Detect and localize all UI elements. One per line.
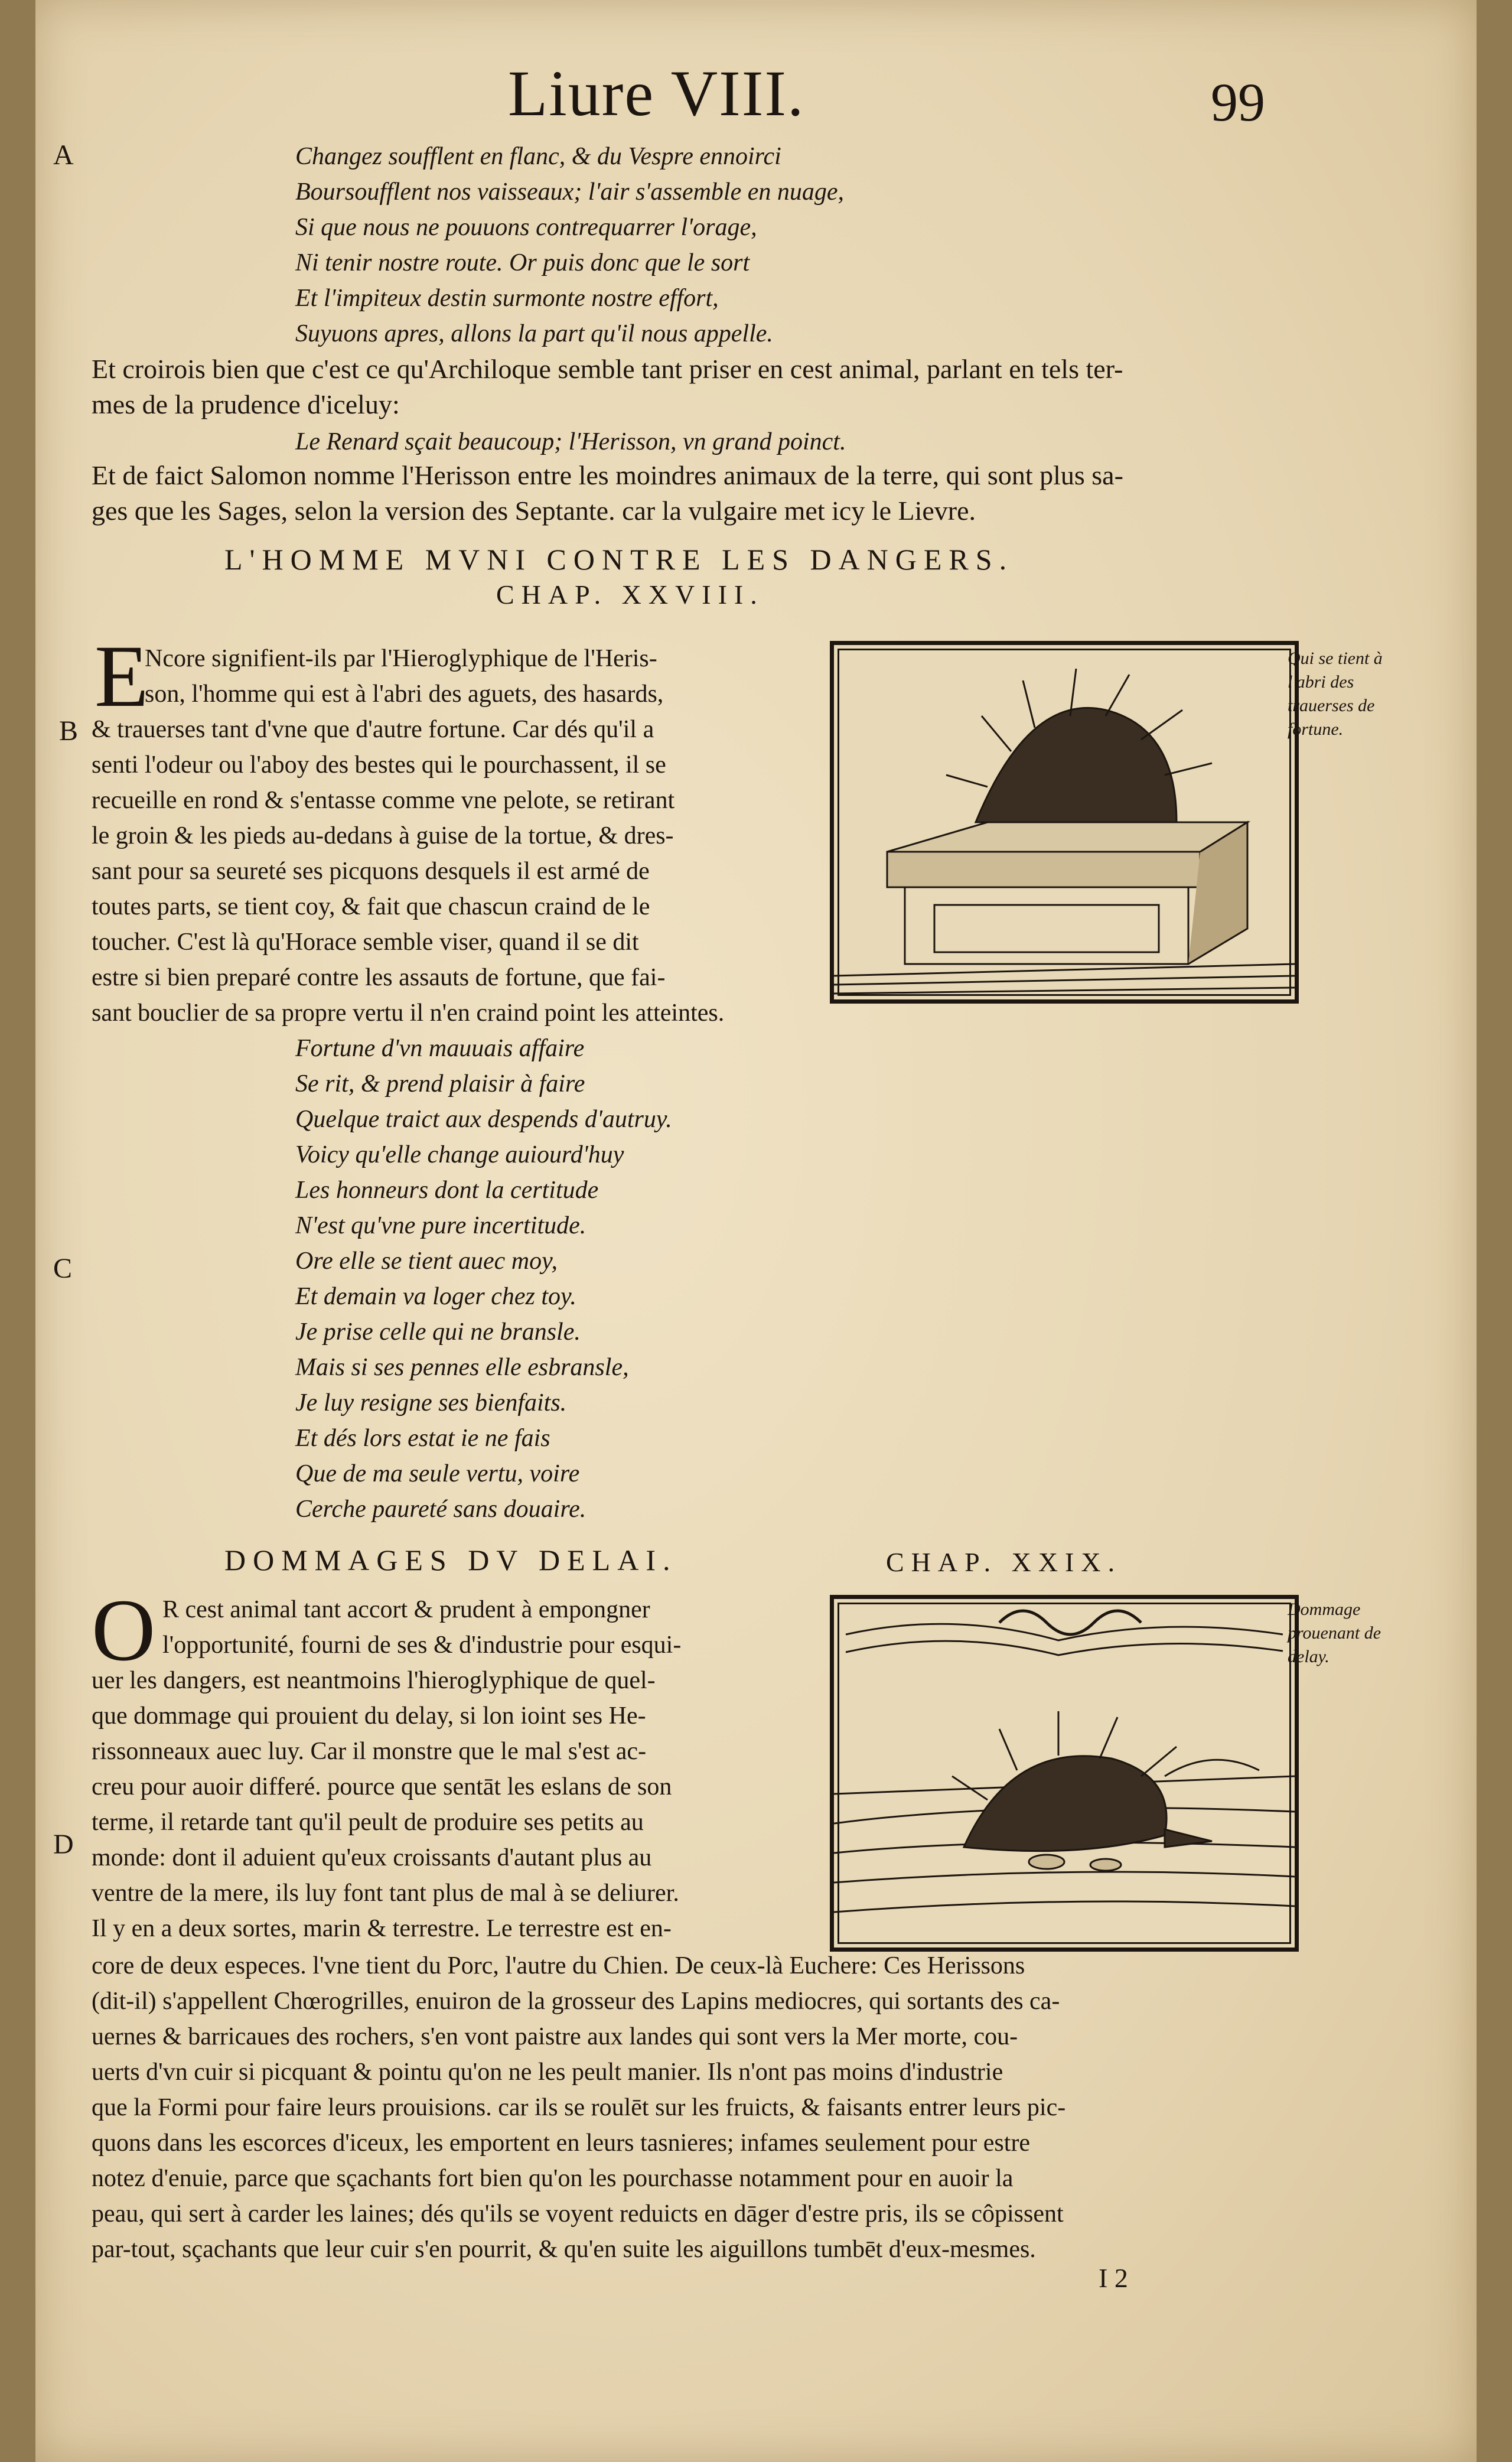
chapter-28-body (92, 641, 724, 1031)
text-line: que dommage qui prouient du delay, si lon ioint ses He- (92, 1702, 646, 1730)
text-line: recueille en rond & s'entasse comme vne pelote, se retirant (92, 787, 675, 814)
verse-line: Voicy qu'elle change auiourd'huy (295, 1141, 624, 1168)
verse-line: Mais si ses pennes elle esbransle, (295, 1354, 629, 1381)
verse-line: Changez soufflent en flanc, & du Vespre ennoirci (295, 143, 781, 170)
text-line: uernes & barricaues des rochers, s'en vont paistre aux landes qui sont vers la Mer morte, cou- (92, 2023, 1018, 2050)
text-line: le groin & les pieds au-dedans à guise de la tortue, & dres- (92, 822, 674, 849)
text-line: que la Formi pour faire leurs prouisions. car ils se roulēt sur les fruicts, & faisants entrer leurs pic- (92, 2094, 1066, 2121)
margin-letter-c: C (53, 1253, 73, 1284)
text-line: rissonneaux auec luy. Car il monstre que le mal s'est ac- (92, 1738, 647, 1765)
text-line: uerts d'vn cuir si picquant & pointu qu'on ne les peult manier. Ils n'ont pas moins d'industrie (92, 2059, 1003, 2086)
margin-letter-d: D (53, 1829, 74, 1860)
text-line: notez d'enuie, parce que sçachants fort bien qu'on les pourchasse notamment pour en auoir la (92, 2165, 1014, 2192)
signature-mark: I 2 (1099, 2263, 1128, 2293)
text-line: son, l'homme qui est à l'abri des aguets, des hasards, (145, 680, 664, 708)
text-line: terme, il retarde tant qu'il peult de produire ses petits au (92, 1809, 644, 1836)
page-number: 99 (1211, 72, 1265, 132)
text-line: ges que les Sages, selon la version des Septante. car la vulgaire met icy le Lievre. (92, 496, 976, 526)
verse-line: N'est qu'vne pure incertitude. (295, 1212, 586, 1239)
archiloque-paragraph (92, 351, 1123, 422)
text-line: senti l'odeur ou l'aboy des bestes qui le pourchassent, il se (92, 751, 666, 779)
text-line: par-tout, sçachants que leur cuir s'en pourrit, & qu'en suite les aiguillons tumbēt d'eux-mesmes. (92, 2236, 1036, 2263)
chapter-28-margin-note: Qui se tient à l'abri des trauerses de fortune. (1288, 649, 1383, 739)
margin-letter-a: A (53, 139, 74, 171)
text-line: toucher. C'est là qu'Horace semble viser, quand il se dit (92, 929, 639, 956)
margin-letter-b: B (59, 715, 79, 747)
text-line: ventre de la mere, ils luy font tant plus de mal à se deliurer. (92, 1880, 679, 1907)
salomon-paragraph (92, 458, 1123, 529)
text-line: Et croirois bien que c'est ce qu'Archiloque semble tant priser en cest animal, parlant en tels ter- (92, 354, 1123, 384)
verse-line: Que de ma seule vertu, voire (295, 1460, 580, 1487)
text-line: & trauerses tant d'vne que d'autre fortune. Car dés qu'il a (92, 716, 654, 743)
text-line: uer les dangers, est neantmoins l'hieroglyphique de quel- (92, 1667, 656, 1694)
text-line: monde: dont il aduient qu'eux croissants d'autant plus au (92, 1844, 652, 1871)
chapter-28-title: L'HOMME MVNI CONTRE LES DANGERS. (224, 543, 1014, 576)
verse-line: Quelque traict aux despends d'autruy. (295, 1106, 672, 1133)
verse-line: Et l'impiteux destin surmonte nostre effort, (295, 285, 719, 312)
renard-quote: Le Renard sçait beaucoup; l'Herisson, vn grand poinct. (295, 428, 846, 455)
text-line: toutes parts, se tient coy, & fait que chascun craind de le (92, 893, 650, 920)
verse-line: Fortune d'vn mauuais affaire (295, 1035, 585, 1062)
text-line: quons dans les escorces d'iceux, les emportent en leurs tasnieres; infames seulement pour estre (92, 2129, 1031, 2157)
text-line: creu pour auoir differé. pource que sentāt les eslans de son (92, 1773, 672, 1800)
verse-line: Ore elle se tient auec moy, (295, 1248, 558, 1275)
text-line: estre si bien preparé contre les assauts de fortune, que fai- (92, 964, 666, 991)
text-line: Ncore signifient-ils par l'Hieroglyphique de l'Heris- (145, 645, 657, 672)
chapter-29-number: CHAP. XXIX. (886, 1547, 1122, 1577)
text-line: core de deux especes. l'vne tient du Porc, l'autre du Chien. De ceux-là Euchere: Ces Herissons (92, 1952, 1025, 1979)
chapter-28-dropcap: E (94, 627, 149, 725)
verse-line: Se rit, & prend plaisir à faire (295, 1070, 585, 1098)
verse-line: Suyuons apres, allons la part qu'il nous appelle. (295, 320, 773, 347)
chapter-29-title: DOMMAGES DV DELAI. (224, 1543, 677, 1577)
chapter-29-dropcap: O (92, 1581, 156, 1679)
verse-line: Je luy resigne ses bienfaits. (295, 1389, 567, 1416)
verse-line: Et dés lors estat ie ne fais (295, 1425, 550, 1452)
horace-verse (295, 1031, 672, 1527)
text-line: Il y en a deux sortes, marin & terrestre. Le terrestre est en- (92, 1915, 672, 1942)
book-page (35, 0, 1477, 2462)
opening-verse (295, 139, 844, 351)
chapter-28-number: CHAP. XXVIII. (496, 579, 764, 610)
text-line: mes de la prudence d'iceluy: (92, 389, 400, 419)
text-line: R cest animal tant accort & prudent à empongner (162, 1596, 650, 1623)
verse-line: Si que nous ne pouuons contrequarrer l'orage, (295, 214, 757, 241)
chapter-29-body-narrow (92, 1581, 682, 1946)
verse-line: Les honneurs dont la certitude (295, 1177, 599, 1204)
running-head: Liure VIII. (508, 57, 805, 129)
hedgehog-pedestal-woodcut (830, 641, 1299, 1004)
chapter-29-margin-note: Dommage prouenant de delay. (1288, 1600, 1381, 1666)
text-line: l'opportunité, fourni de ses & d'industrie pour esqui- (162, 1631, 682, 1659)
verse-line: Et demain va loger chez toy. (295, 1283, 576, 1310)
text-line: (dit-il) s'appellent Chœrogrilles, enuiron de la grosseur des Lapins mediocres, qui sortants des ca- (92, 1988, 1060, 2015)
verse-line: Cerche paureté sans douaire. (295, 1496, 586, 1523)
verse-line: Boursoufflent nos vaisseaux; l'air s'assemble en nuage, (295, 178, 845, 206)
verse-line: Ni tenir nostre route. Or puis donc que le sort (295, 249, 750, 276)
hedgehog-landscape-woodcut (830, 1595, 1299, 1952)
text-line: peau, qui sert à carder les laines; dés qu'ils se voyent reduicts en dāger d'estre pris, ils se côpissent (92, 2200, 1064, 2227)
verse-line: Je prise celle qui ne bransle. (295, 1318, 581, 1346)
text-line: sant pour sa seureté ses picquons desquels il est armé de (92, 858, 650, 885)
chapter-29-body-full (92, 1948, 1065, 2267)
text-line: Et de faict Salomon nomme l'Herisson entre les moindres animaux de la terre, qui sont plus sa- (92, 460, 1123, 490)
text-line: sant bouclier de sa propre vertu il n'en craind point les atteintes. (92, 999, 725, 1027)
